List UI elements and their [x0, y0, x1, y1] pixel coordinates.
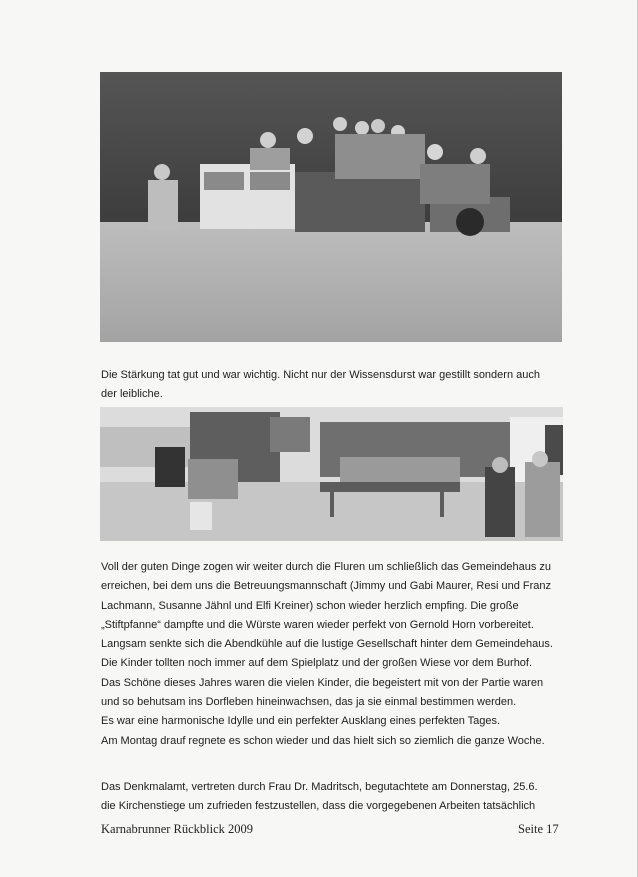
body-paragraph-2	[101, 778, 566, 817]
text-line: Die Stärkung tat gut und war wichtig. Nicht nur der Wissensdurst war gestillt sondern auch	[101, 369, 540, 381]
text-line: Das Denkmalamt, vertreten durch Frau Dr. Madritsch, begutachtete am Donnerstag, 25.6.	[101, 781, 538, 793]
footer-title: Karnabrunner Rückblick 2009	[101, 822, 254, 836]
text-line: und so behutsam ins Dorfleben hineinwachsen, das ja sie einmal bestimmen werden.	[101, 696, 517, 709]
text-line: Das Schöne dieses Jahres waren die vielen Kinder, die begeistert mit von der Partie waren	[101, 676, 544, 689]
text-line: Voll der guten Dinge zogen wir weiter durch die Fluren um schließlich das Gemeindehaus zu	[101, 561, 552, 573]
text-line: Langsam senkte sich die Abendkühle auf die lustige Gesellschaft hinter dem Gemeindehaus.	[101, 638, 553, 651]
text-line: erreichen, bei dem uns die Betreuungsmannschaft (Jimmy und Gabi Maurer, Resi und Franz	[101, 580, 551, 593]
body-paragraph-1	[101, 558, 566, 751]
page-number: Seite 17	[518, 822, 559, 836]
text-line: „Stiftpfanne“ dampfte und die Würste waren wieder perfekt von Gernold Horn vorbereitet.	[101, 618, 534, 631]
photo-tractor-group	[100, 72, 562, 342]
photo-garden-gathering	[100, 407, 563, 541]
text-line: Es war eine harmonische Idylle und ein perfekter Ausklang eines perfekten Tages.	[101, 715, 501, 728]
text-line: Die Kinder tollten noch immer auf dem Spielplatz und der großen Wiese vor dem Burhof.	[101, 657, 533, 670]
photo-caption	[101, 366, 566, 405]
text-line: der leibliche.	[101, 388, 163, 401]
text-line: die Kirchenstiege um zufrieden festzustellen, dass die vorgegebenen Arbeiten tatsächlich	[101, 800, 536, 813]
text-line: Lachmann, Susanne Jähnl und Elfi Kreiner) schon wieder herzlich empfing. Die große	[101, 599, 519, 612]
text-line: Am Montag drauf regnete es schon wieder und das hielt sich so ziemlich die ganze Woche.	[101, 734, 545, 747]
